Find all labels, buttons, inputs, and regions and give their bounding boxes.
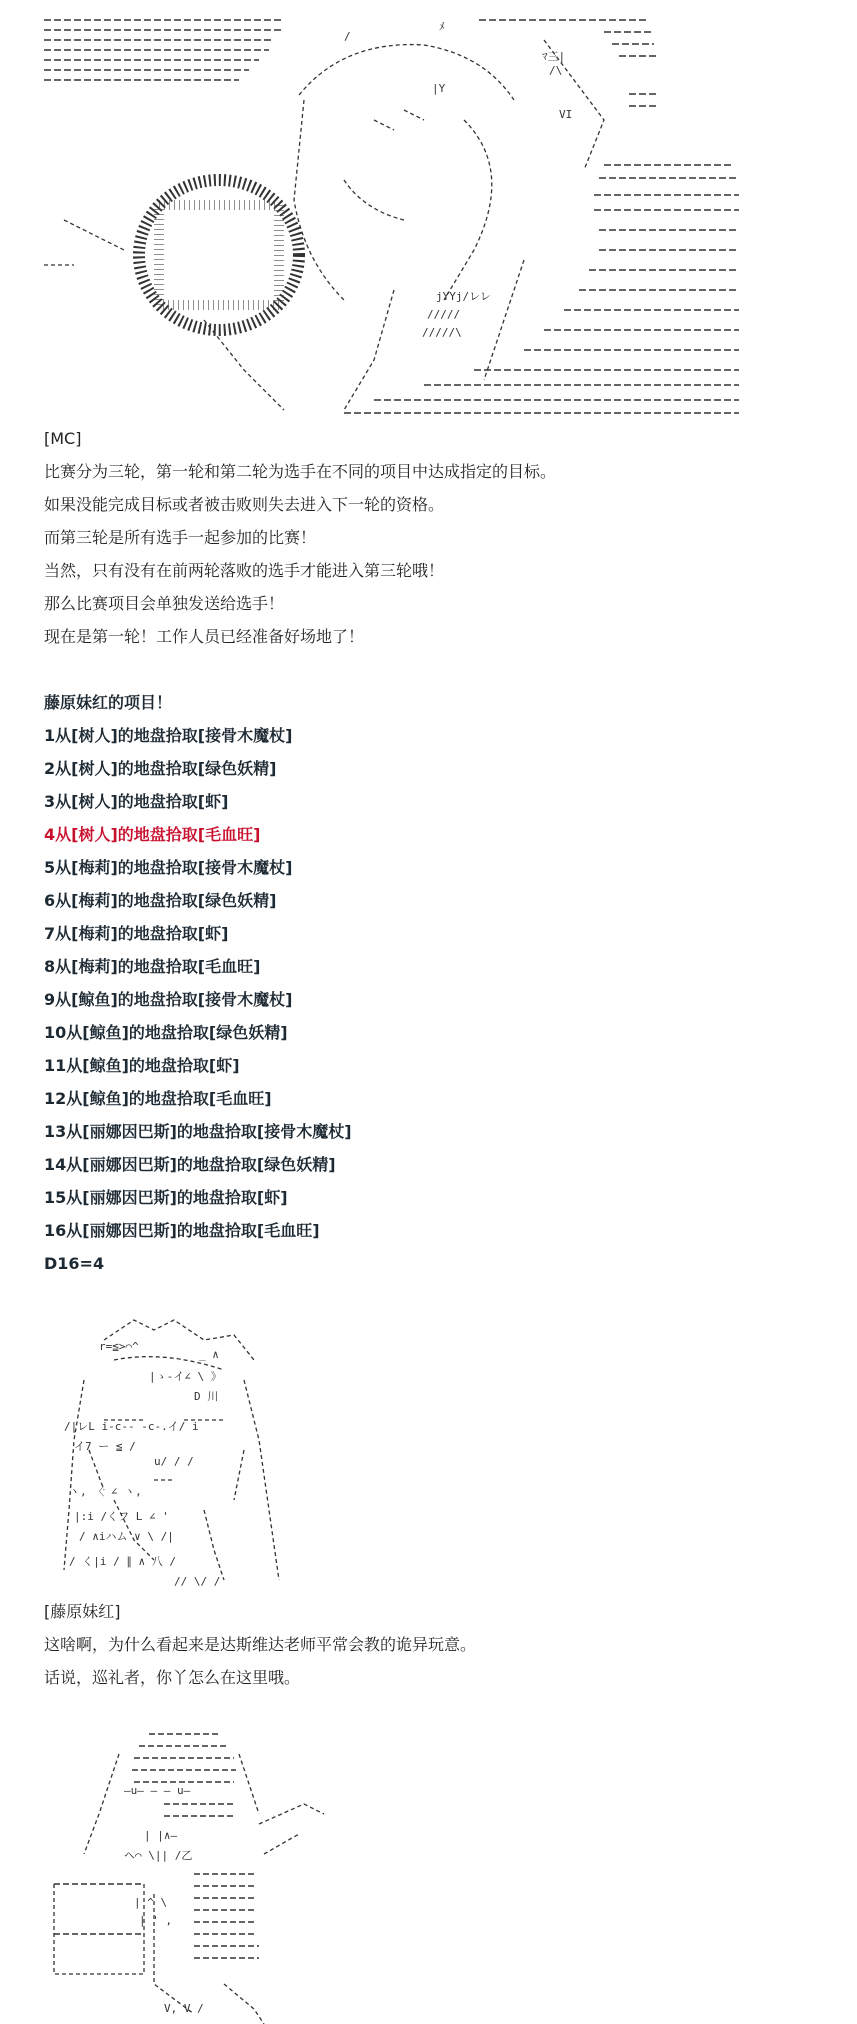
svg-text:jYYj/レレ: jYYj/レレ	[436, 290, 491, 303]
dialogue-line: 当然，只有没有在前两轮落败的选手才能进入第三轮哦！	[44, 561, 445, 580]
options-title: 藤原妹红的项目！	[44, 693, 173, 712]
svg-text:イ7 ー ≦ /: イ7 ー ≦ /	[74, 1440, 136, 1453]
svg-text:V, V /: V, V /	[164, 2002, 204, 2015]
dialogue-line: 如果没能完成目标或者被击败则失去进入下一轮的资格。	[44, 495, 445, 514]
option-item-selected: 4从[树人]的地盘拾取[毛血旺]	[44, 825, 261, 844]
option-item: 11从[鲸鱼]的地盘拾取[虾]	[44, 1056, 240, 1075]
dialogue-line: 这啥啊，为什么看起来是达斯维达老师平常会教的诡异玩意。	[44, 1635, 477, 1654]
svg-text:/: /	[344, 30, 351, 43]
ascii-art-pilgrim	[44, 1724, 344, 2024]
option-item: 7从[梅莉]的地盘拾取[虾]	[44, 924, 229, 943]
svg-text:/|レL i-c-- -c-.イ/ i: /|レL i-c-- -c-.イ/ i	[64, 1420, 199, 1433]
svg-text:—u— — — u—: —u— — — u—	[124, 1784, 191, 1797]
option-item: 9从[鲸鱼]的地盘拾取[接骨木魔杖]	[44, 990, 293, 1009]
svg-text:|Y: |Y	[432, 82, 446, 95]
option-item: 12从[鲸鱼]的地盘拾取[毛血旺]	[44, 1089, 272, 1108]
svg-text:| ' ,: | ' ,	[139, 1914, 173, 1927]
option-item: 2从[树人]的地盘拾取[绿色妖精]	[44, 759, 277, 778]
svg-text:VI: VI	[559, 108, 573, 121]
svg-text:D 川: D 川	[194, 1390, 219, 1403]
post-body	[44, 0, 844, 2024]
svg-text:| ^ \: | ^ \	[134, 1896, 168, 1909]
svg-text://///: /////	[427, 308, 461, 321]
svg-text:r=≦>⌒^: r=≦>⌒^	[99, 1340, 139, 1353]
svg-text:ヽ, 〈 ∠ ヽ,: ヽ, 〈 ∠ ヽ,	[69, 1485, 142, 1498]
option-item: 1从[树人]的地盘拾取[接骨木魔杖]	[44, 726, 293, 745]
option-item: 16从[丽娜因巴斯]的地盘拾取[毛血旺]	[44, 1221, 320, 1240]
svg-text:|ゝ-イ∠ \ 》: |ゝ-イ∠ \ 》	[149, 1370, 222, 1383]
svg-text:// \/ /: // \/ /	[174, 1575, 221, 1588]
svg-text:/\: /\	[549, 64, 563, 77]
svg-text:ﾒ: ﾒ	[439, 20, 445, 33]
dialogue-line: 话说，巡礼者，你丫怎么在这里哦。	[44, 1668, 301, 1687]
speaker-label-mc: [MC]	[44, 429, 82, 448]
option-item: 15从[丽娜因巴斯]的地盘拾取[虾]	[44, 1188, 288, 1207]
option-item: 5从[梅莉]的地盘拾取[接骨木魔杖]	[44, 858, 293, 877]
svg-text:|:i /くフ L ∠ ': |:i /くフ L ∠ '	[74, 1510, 169, 1523]
svg-text:u/ / /: u/ / /	[154, 1455, 194, 1468]
option-item: 3从[树人]的地盘拾取[虾]	[44, 792, 229, 811]
svg-text:_ ∧: _ ∧	[199, 1348, 219, 1361]
svg-text:/ く|i / ∥ ∧ 八 /: / く|i / ∥ ∧ 八 /	[69, 1555, 176, 1568]
svg-text:ﾏ三|: ﾏ三|	[542, 50, 566, 63]
option-item: 14从[丽娜因巴斯]的地盘拾取[绿色妖精]	[44, 1155, 336, 1174]
dice-result: D16=4	[44, 1254, 105, 1273]
dialogue-line: 那么比赛项目会单独发送给选手！	[44, 594, 285, 613]
svg-text:| |∧—: | |∧—	[144, 1829, 178, 1842]
svg-text:ヘ⌒ \|| /乙: ヘ⌒ \|| /乙	[124, 1849, 193, 1862]
option-item: 13从[丽娜因巴斯]的地盘拾取[接骨木魔杖]	[44, 1122, 352, 1141]
dialogue-line: 而第三轮是所有选手一起参加的比赛！	[44, 528, 317, 547]
option-item: 8从[梅莉]的地盘拾取[毛血旺]	[44, 957, 261, 976]
ascii-art-mokou	[44, 1280, 304, 1595]
dialogue-line: 比赛分为三轮，第一轮和第二轮为选手在不同的项目中达成指定的目标。	[44, 462, 557, 481]
ascii-art-mc-scene	[44, 0, 784, 422]
dialogue-line: 现在是第一轮！工作人员已经准备好场地了！	[44, 627, 365, 646]
speaker-label-mokou: [藤原妹红]	[44, 1602, 121, 1621]
svg-text:/ ∧iハム ∨ \ /|: / ∧iハム ∨ \ /|	[79, 1530, 174, 1543]
option-item: 10从[鲸鱼]的地盘拾取[绿色妖精]	[44, 1023, 288, 1042]
option-item: 6从[梅莉]的地盘拾取[绿色妖精]	[44, 891, 277, 910]
svg-text://///\: /////\	[422, 326, 462, 339]
